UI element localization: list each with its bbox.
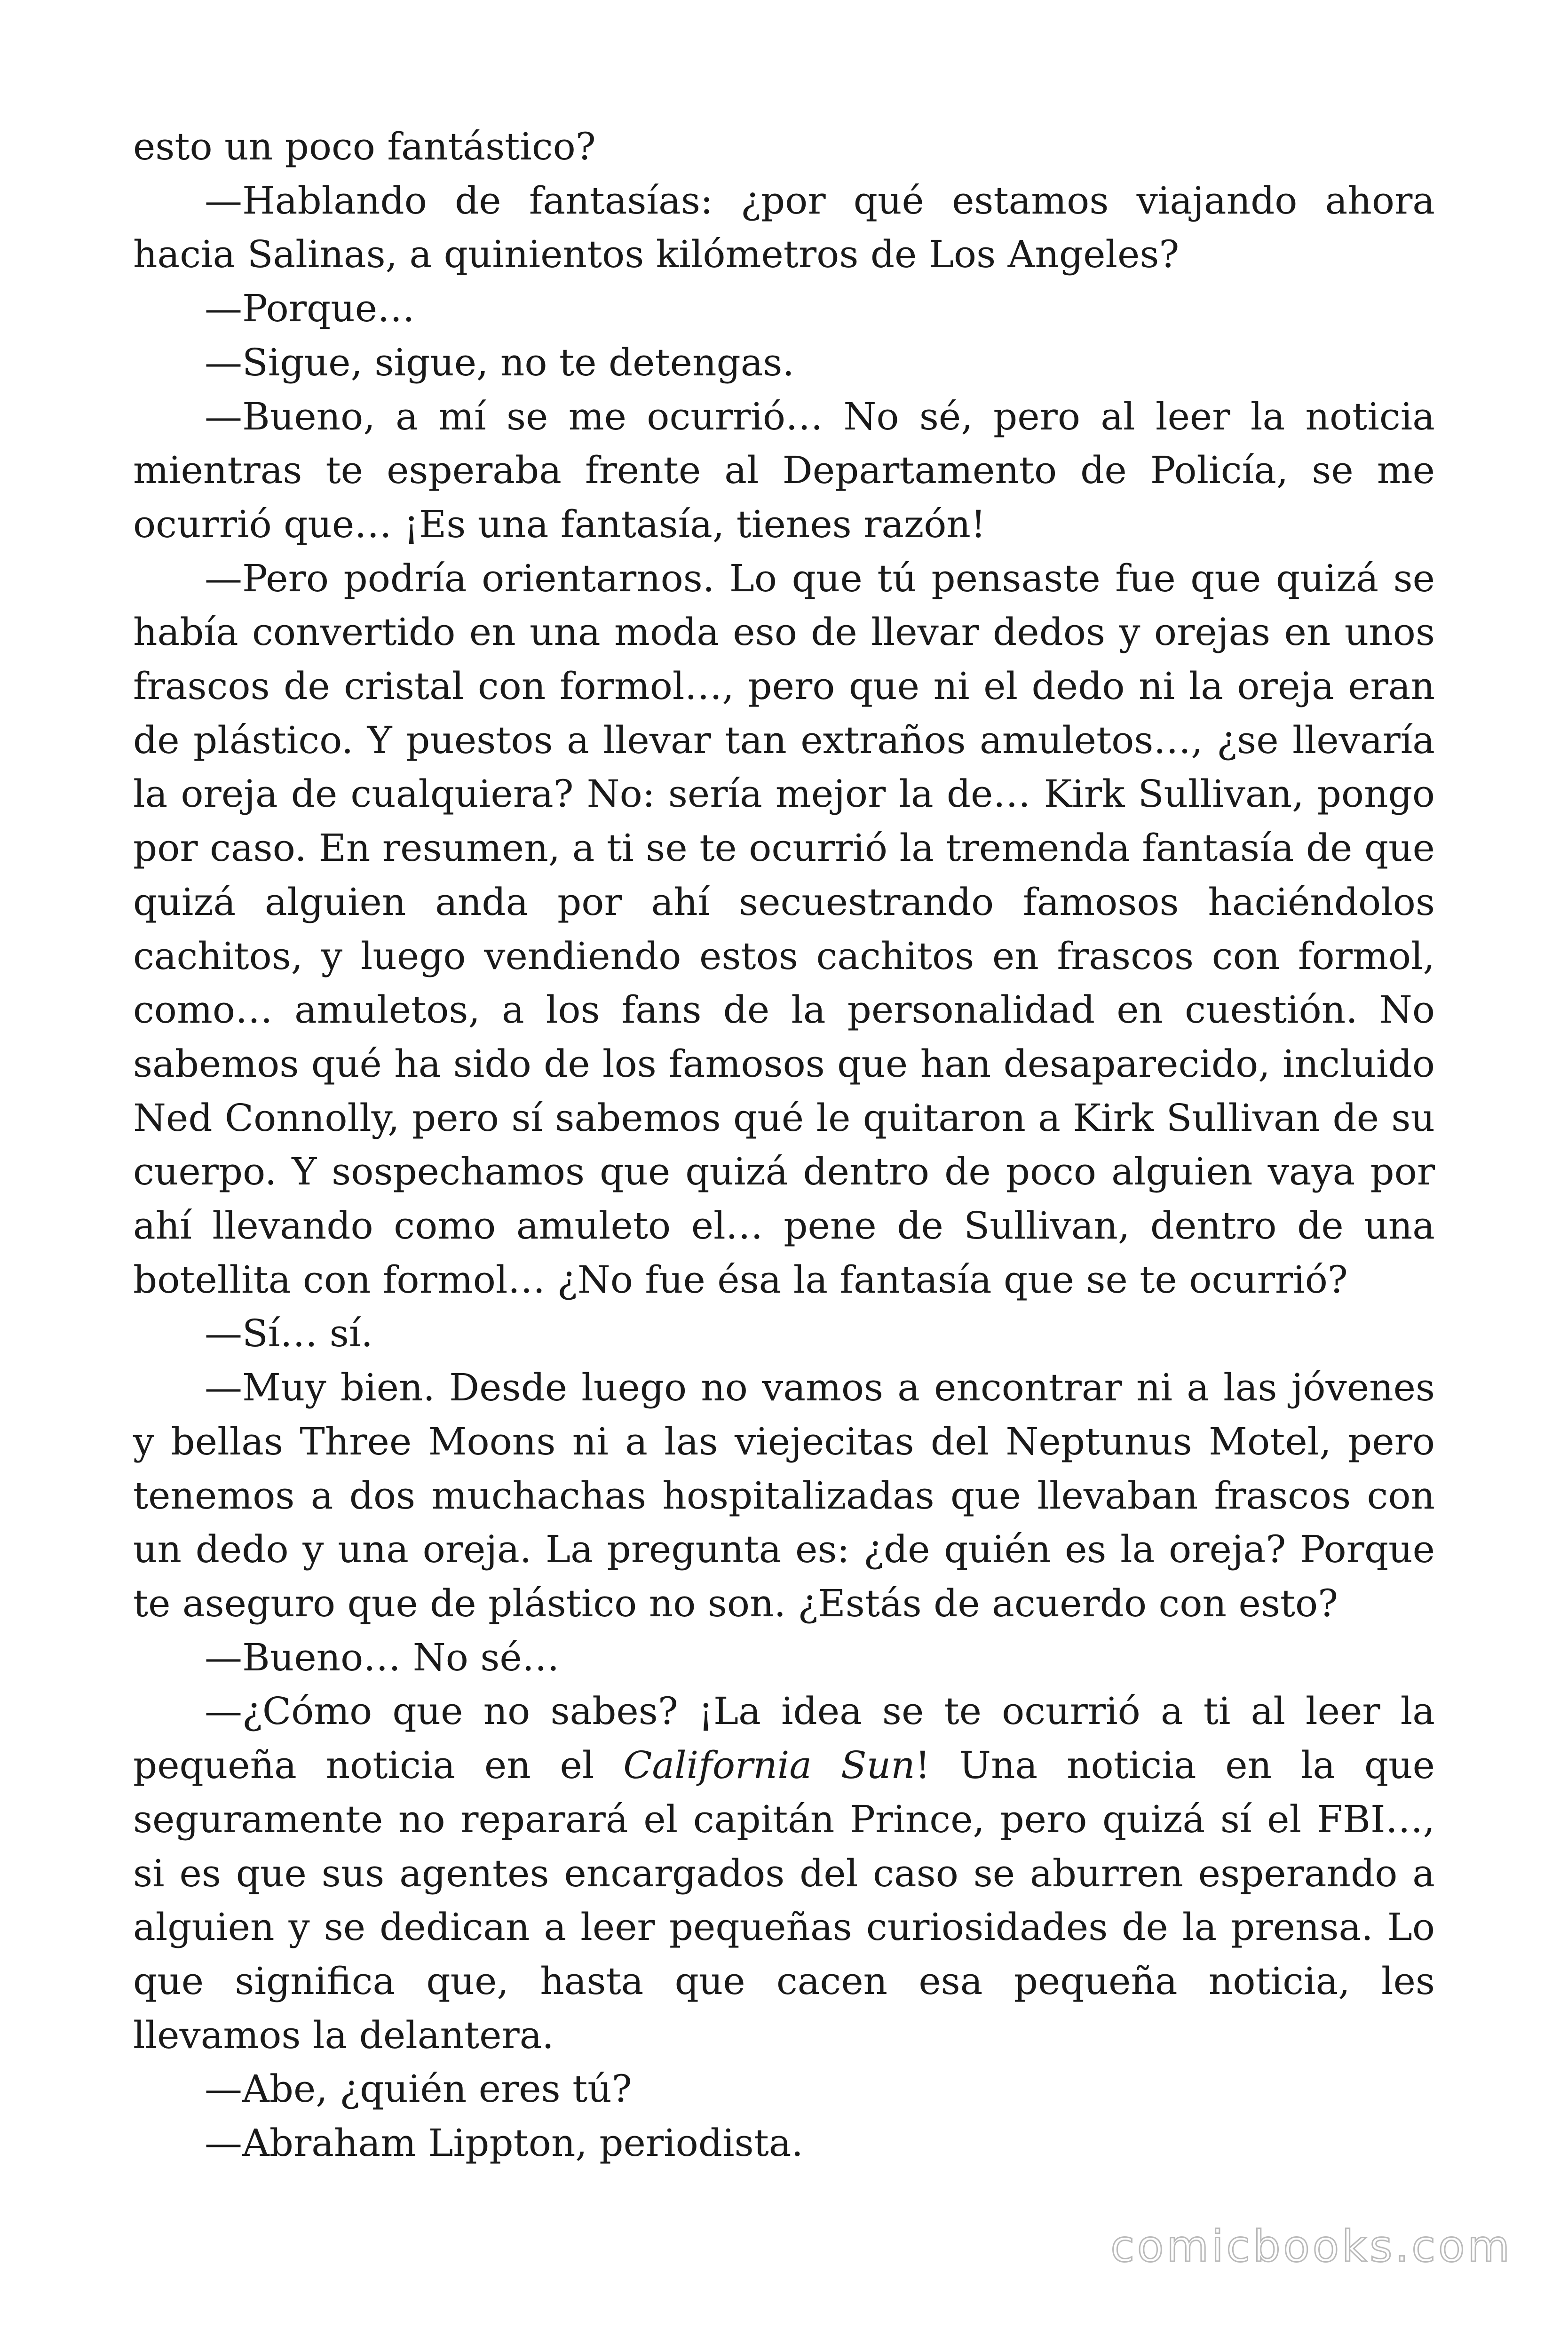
newspaper-title: California Sun [623,1743,915,1788]
paragraph: —Sigue, sigue, no te detengas. [205,340,794,384]
paragraph: —Abraham Lippton, periodista. [205,2121,803,2165]
watermark-logo: comicbooks.com [1110,2221,1513,2272]
paragraph: —Abe, ¿quién eres tú? [205,2067,632,2111]
paragraph: —Bueno… No sé… [205,1635,560,1679]
paragraph: esto un poco fantástico? [133,125,596,168]
paragraph-text: —¿Cómo que no sabes? ¡La idea se te ocurrió a ti al leer la pequeña noticia en el [133,1689,1435,1788]
paragraph: —Porque… [205,286,415,331]
paragraph: —Bueno, a mí se me ocurrió… No sé, pero al leer la noticia mientras te esperaba frente al Departamento de Policía, se me ocurrió que… ¡Es una fantasía, tienes razón! [133,394,1435,546]
paragraph: —Pero podría orientarnos. Lo que tú pensaste fue que quizá se había convertido en una moda eso de llevar dedos y orejas en unos frascos de cristal con formol…, pero que ni el dedo ni la oreja eran de plástico. Y puestos a llevar tan extraños amuletos…, ¿se llevaría la oreja de cualquiera? No: sería mejor la de… Kirk Sullivan, pongo por caso. En resumen, a ti se te ocurrió la tremenda fantasía de que quizá alguien anda por ahí secuestrando famosos haciéndolos cachitos, y luego vendiendo estos cachitos en frascos con formol, como… amuletos, a los fans de la personalidad en cuestión. No sabemos qué ha sido de los famosos que han desaparecido, incluido Ned Connolly, pero sí sabemos qué le quitaron a Kirk Sullivan de su cuerpo. Y sospechamos que quizá dentro de poco alguien vaya por ahí llevando como amuleto el… pene de Sullivan, dentro de una botellita con formol… ¿No fue ésa la fantasía que se te ocurrió? [133,556,1435,1302]
body-text [133,120,1435,2170]
paragraph: —Muy bien. Desde luego no vamos a encontrar ni a las jóvenes y bellas Three Moons ni a las viejecitas del Neptunus Motel, pero tenemos a dos muchachas hospitalizadas que llevaban frascos con un dedo y una oreja. La pregunta es: ¿de quién es la oreja? Porque te aseguro que de plástico no son. ¿Estás de acuerdo con esto? [133,1366,1435,1625]
paragraph: —Sí… sí. [205,1311,373,1356]
paragraph-text: ! Una noticia en la que seguramente no reparará el capitán Prince, pero quizá sí el FBI…, si es que sus agentes encargados del caso se aburren esperando a alguien y se dedican a leer pequeñas curiosidades de la prensa. Lo que significa que, hasta que cacen esa pequeña noticia, les llevamos la delantera. [133,1743,1435,2057]
paragraph [133,1685,1435,2062]
paragraph: —Hablando de fantasías: ¿por qué estamos viajando ahora hacia Salinas, a quinientos kilómetros de Los Angeles? [133,178,1435,277]
